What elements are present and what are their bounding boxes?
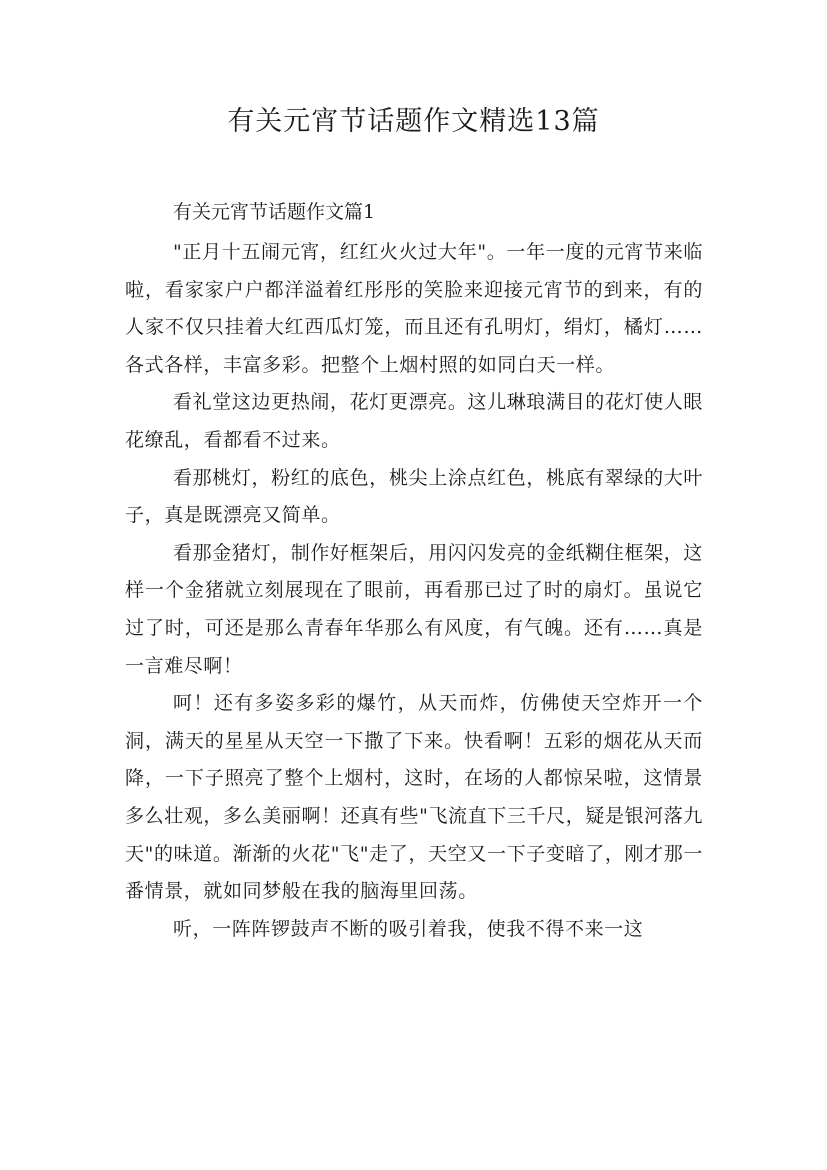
document-title: 有关元宵节话题作文精选13篇 — [227, 106, 600, 137]
paragraph: 听，一阵阵锣鼓声不断的吸引着我，使我不得不来一这 — [173, 917, 644, 940]
paragraph: 看那桃灯，粉红的底色，桃尖上涂点红色，桃底有翠绿的大叶子，真是既漂亮又简单。 — [125, 466, 703, 527]
paragraph: 呵！还有多姿多彩的爆竹，从天而炸，仿佛使天空炸开一个洞，满天的星星从天空一下撒了下来。快看啊！五彩的烟花从天而降，一下子照亮了整个上烟村，这时，在场的人都惊呆啦，这情景多么壮观，多么美丽啊！还真有些"飞流直下三千尺，疑是银河落九天"的味道。渐渐的火花"飞"走了，天空又一下子变暗了，刚才那一番情景，就如同梦般在我的脑海里回荡。 — [125, 692, 703, 903]
paragraph: 看那金猪灯，制作好框架后，用闪闪发亮的金纸糊住框架，这样一个金猪就立刻展现在了眼前，再看那已过了时的扇灯。虽说它过了时，可还是那么青春年华那么有风度，有气魄。还有……真是一言难尽啊！ — [125, 541, 703, 677]
paragraph: "正月十五闹元宵，红红火火过大年"。一年一度的元宵节来临啦，看家家户户都洋溢着红彤彤的笑脸来迎接元宵节的到来，有的人家不仅只挂着大红西瓜灯笼，而且还有孔明灯，绢灯，橘灯……各式各样，丰富多彩。把整个上烟村照的如同白天一样。 — [125, 241, 703, 376]
document-body — [125, 190, 703, 948]
paragraph: 看礼堂这边更热闹，花灯更漂亮。这儿琳琅满目的花灯使人眼花缭乱，看都看不过来。 — [125, 391, 703, 451]
essay-heading: 有关元宵节话题作文篇1 — [173, 201, 376, 223]
